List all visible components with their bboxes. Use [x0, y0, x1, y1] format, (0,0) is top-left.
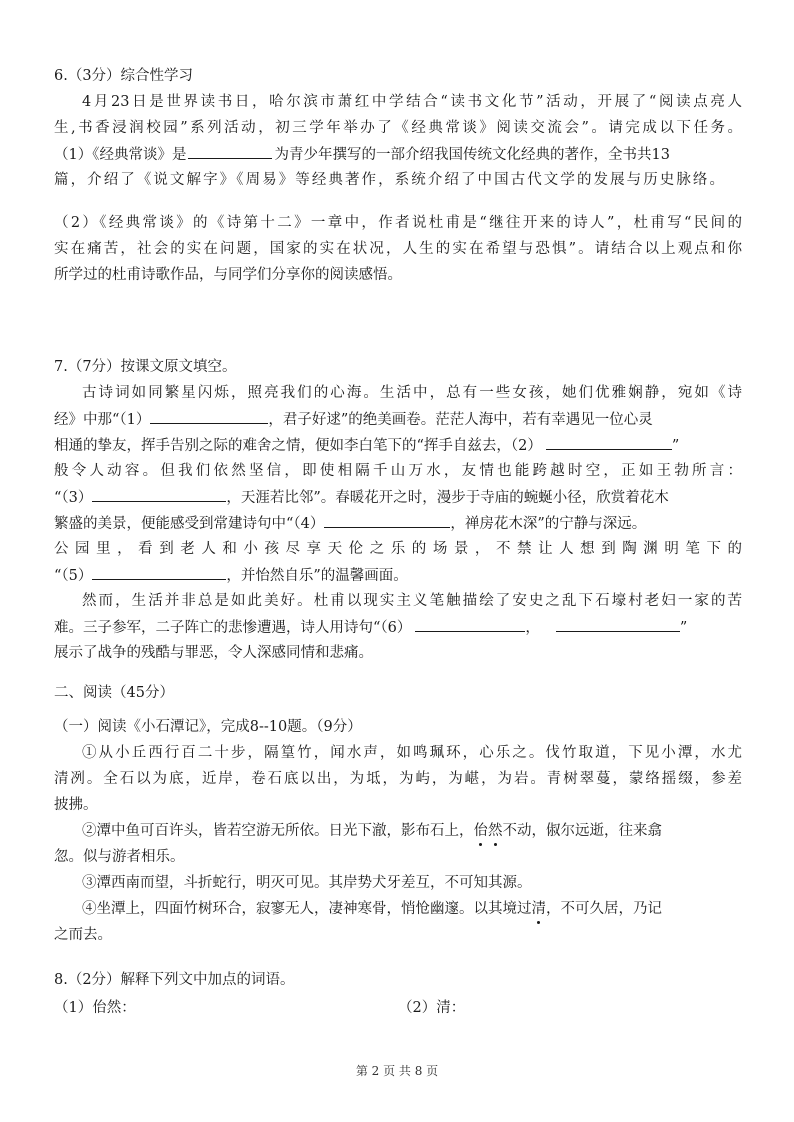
q6-part2-line-1: （2）《经典常谈》的《诗第十二》一章中，作者说杜甫是“继往开来的诗人”，杜甫写“民间的 — [54, 215, 742, 231]
passage-para4-text-post: ，不可久居，乃记 — [546, 901, 662, 917]
q7-answer-blank-5[interactable] — [92, 565, 226, 580]
q7-answer-blank-4[interactable] — [324, 513, 450, 528]
q7-blank2-label: 相通的挚友，挥手告别之际的难舍之情，便如李白笔下的“挥手自兹去，（2） — [54, 438, 542, 454]
q7-line-5 — [54, 487, 669, 508]
dotted-word-qing: 清 — [531, 901, 546, 917]
passage-para2-line-2: 忽。似与游者相乐。 — [54, 849, 185, 865]
q7-line-5-text: ，天涯若比邻”。春暖花开之时，漫步于寺庙的蜿蜒小径，欣赏着花木 — [226, 490, 669, 506]
dotted-word-yi: 佁 — [473, 823, 488, 839]
q6-part2-line-3: 所学过的杜甫诗歌作品，与同学们分享你的阅读感悟。 — [54, 267, 402, 283]
q7-line-6 — [54, 513, 646, 534]
passage-para2-line-1 — [82, 821, 662, 841]
q6-intro-line-2: 生,书香浸润校园”系列活动，初三学年举办了《经典常谈》阅读交流会”。请完成以下任务。 — [54, 120, 742, 136]
page-footer: 第 2 页 共 8 页 — [355, 1064, 439, 1078]
q8-heading: 8.（2分）解释下列文中加点的词语。 — [54, 972, 295, 988]
q6-part1-text: 为青少年撰写的一部介绍我国传统文化经典的著作，全书共13 — [274, 147, 670, 163]
passage-para1-line-1: ①从小丘西行百二十步，隔篁竹，闻水声，如鸣珮环，心乐之。伐竹取道，下见小潭，水尤 — [82, 745, 742, 761]
q7-answer-blank-2[interactable] — [546, 435, 672, 450]
q7-line-10 — [54, 617, 687, 638]
q6-part2-line-2: 实在痛苦，社会的实在问题，国家的实在状况，人生的实在希望与恐惧”。请结合以上观点和你 — [54, 241, 742, 257]
q6-heading: 6.（3分）综合性学习 — [54, 68, 194, 84]
q7-line-11: 展示了战争的残酷与罪恶，令人深感同情和悲痛。 — [54, 645, 373, 661]
q7-line-1: 古诗词如同繁星闪烁，照亮我们的心海。生活中，总有一些女孩，她们优雅娴静，宛如《诗 — [82, 385, 742, 401]
q7-heading: 7.（7分）按课文原文填空。 — [54, 359, 237, 375]
q7-line-7: 公园里，看到老人和小孩尽享天伦之乐的场景，不禁让人想到陶渊明笔下的 — [54, 541, 742, 557]
q7-line-8 — [54, 565, 408, 586]
q7-line-10-comma: ， — [525, 620, 540, 636]
q8-answer-1: （1）佁然： — [54, 1000, 136, 1016]
dotted-word-ran: 然 — [488, 823, 503, 839]
q6-part1-line-2: 篇，介绍了《说文解字》《周易》等经典著作，系统介绍了中国古代文学的发展与历史脉络。 — [54, 172, 724, 188]
q7-line-9: 然而，生活并非总是如此美好。杜甫以现实主义笔触描绘了安史之乱下石壕村老妇一家的苦 — [82, 593, 742, 609]
q7-line-2-text: ，君子好逑”的绝美画卷。茫茫人海中，若有幸遇见一位心灵 — [268, 412, 653, 428]
q7-answer-blank-3[interactable] — [92, 487, 226, 502]
passage-para4-line-2: 之而去。 — [54, 927, 112, 943]
q7-answer-blank-1[interactable] — [150, 409, 268, 424]
passage-para3: ③潭西南而望，斗折蛇行，明灭可见。其岸势犬牙差互，不可知其源。 — [82, 875, 532, 891]
section2-subheading: （一）阅读《小石潭记》，完成8--10题。（9分） — [54, 719, 362, 735]
passage-para2-text-post: 不动，俶尔远逝，往来翕 — [502, 823, 662, 839]
q7-line-2 — [54, 409, 653, 430]
q7-line-3 — [54, 435, 679, 456]
q6-intro-line-1: 4月23日是世界读书日，哈尔滨市萧红中学结合“读书文化节”活动，开展了“阅读点亮人 — [82, 94, 742, 110]
q7-blank4-label: 繁盛的美景，便能感受到常建诗句中“（4） — [54, 516, 325, 532]
q6-part1-answer-blank[interactable] — [188, 144, 272, 159]
q7-line-8-text: ，并怡然自乐”的温馨画面。 — [226, 568, 408, 584]
q7-blank3-label: “（3） — [54, 490, 93, 506]
q6-part1-line-1 — [54, 144, 670, 165]
passage-para1-line-3: 披拂。 — [54, 797, 98, 813]
passage-para1-line-2: 清冽。全石以为底，近岸，卷石底以出，为坻，为屿，为嵁，为岩。青树翠蔓，蒙络摇缀，参差 — [54, 771, 742, 787]
q7-blank5-label: “（5） — [54, 568, 93, 584]
passage-para2-text-pre: ②潭中鱼可百许头，皆若空游无所依。日光下澈，影布石上， — [82, 823, 474, 839]
section2-heading: 二、阅读（45分） — [54, 685, 174, 701]
q8-answer-2: （2）清： — [398, 1000, 466, 1016]
q7-blank1-label: 经》中那“（1） — [54, 412, 151, 428]
q7-line-6-text: ，禅房花木深”的宁静与深远。 — [450, 516, 647, 532]
q7-line-10-quote: ” — [679, 620, 688, 636]
q7-line-4: 般令人动容。但我们依然坚信，即使相隔千山万水，友情也能跨越时空，正如王勃所言： — [54, 463, 742, 479]
q6-part1-label: （1）《经典常谈》是 — [54, 147, 187, 163]
q7-answer-blank-6a[interactable] — [415, 617, 525, 632]
passage-para4-text-pre: ④坐潭上，四面竹树环合，寂寥无人，凄神寒骨，悄怆幽邃。以其境过 — [82, 901, 532, 917]
q7-blank6-label: 难。三子参军，二子阵亡的悲惨遭遇，诗人用诗句“（6） — [54, 620, 412, 636]
q7-answer-blank-6b[interactable] — [556, 617, 680, 632]
passage-para4-line-1 — [82, 899, 662, 919]
q7-line-3-quote: ” — [671, 438, 680, 454]
